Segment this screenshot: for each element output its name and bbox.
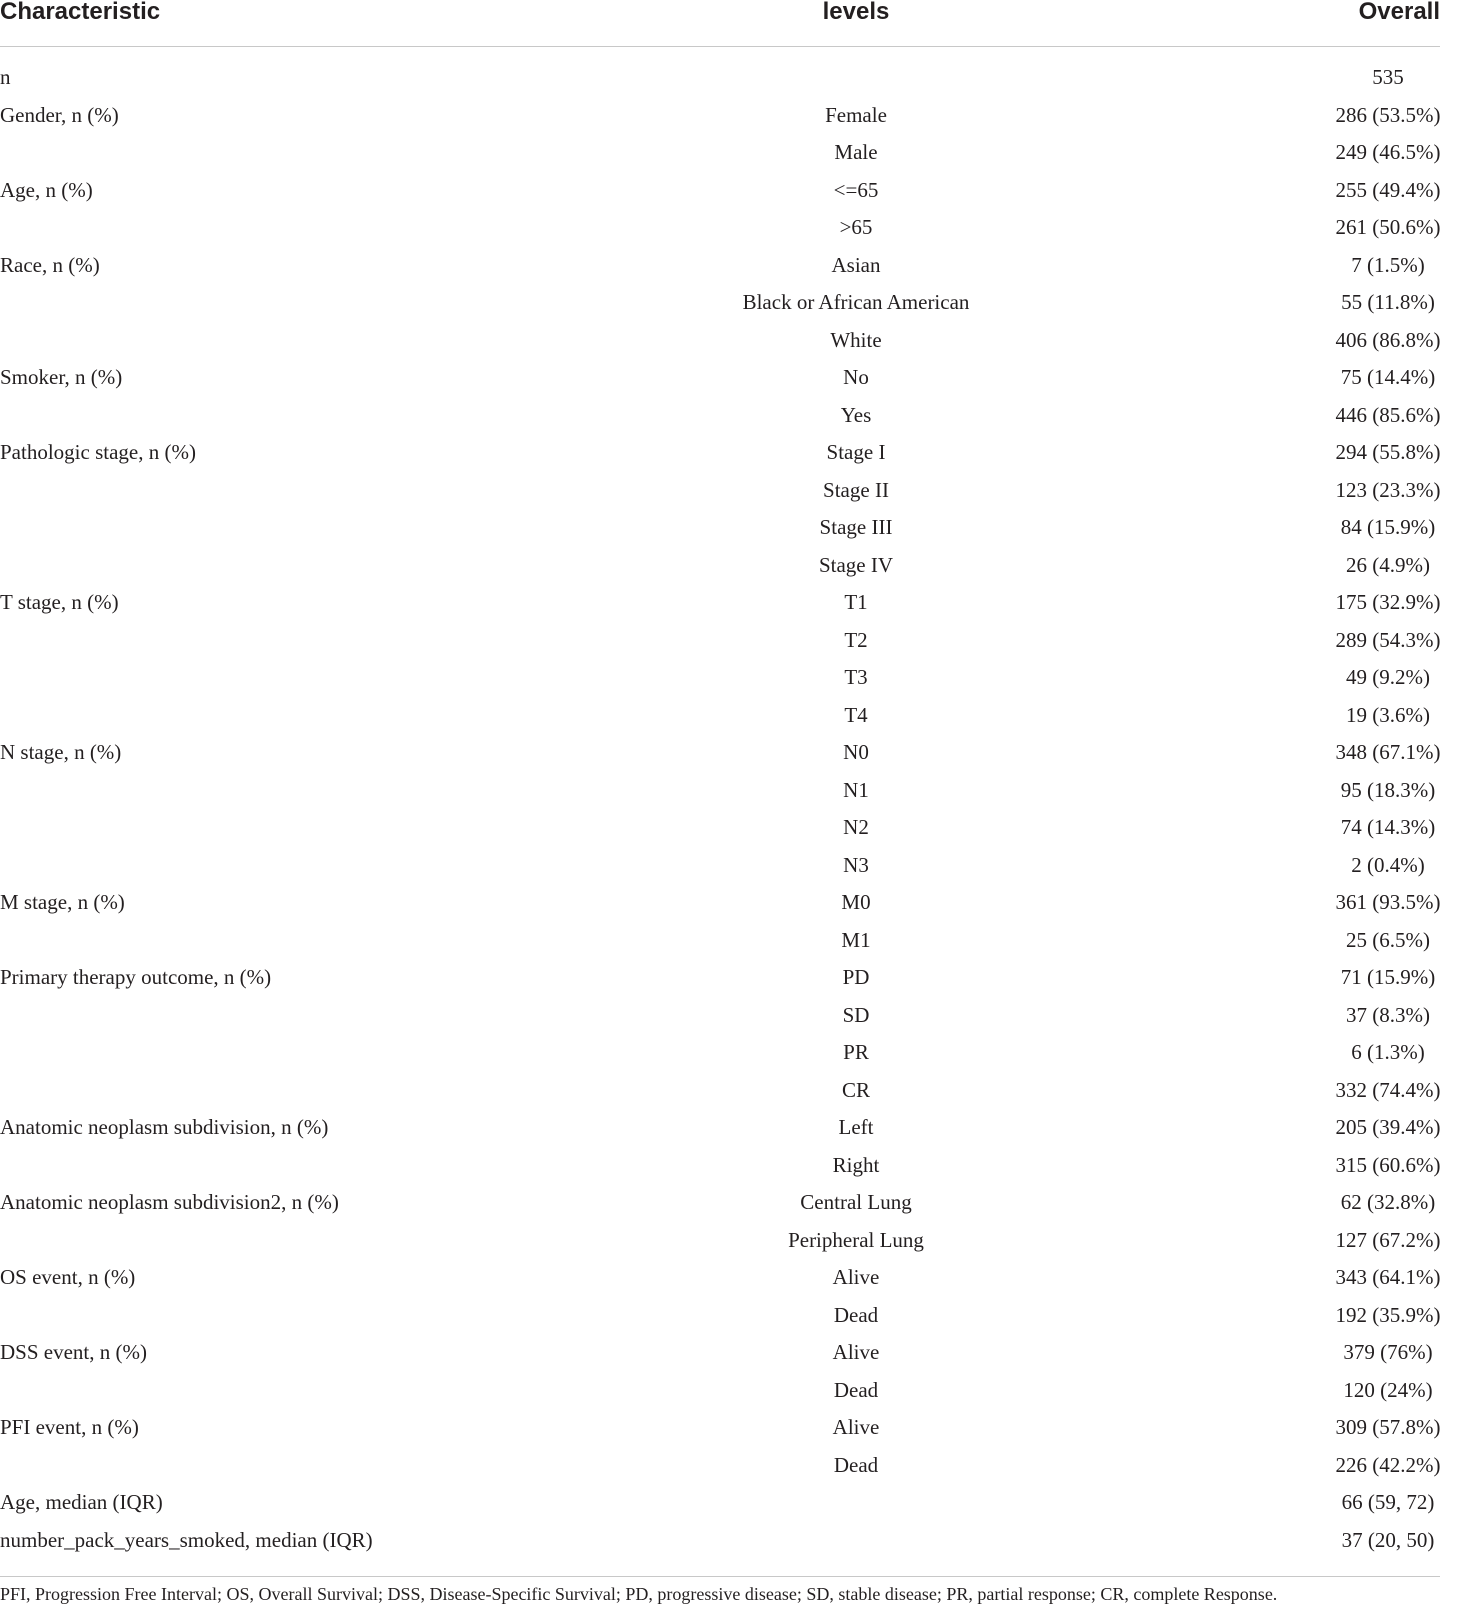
cell-overall: 37 (20, 50) [1341, 1527, 1435, 1552]
cell-level: M1 [841, 927, 871, 952]
cell-level: Stage I [826, 440, 886, 464]
cell-overall: 55 (11.8%) [1341, 290, 1435, 314]
table-row [0, 397, 1440, 435]
cell-level: T3 [844, 665, 868, 689]
cell-characteristic: number_pack_years_smoked, median (IQR) [0, 1527, 373, 1552]
table-row [0, 809, 1440, 847]
cell-level: Female [825, 102, 887, 127]
cell-characteristic: DSS event, n (%) [0, 1340, 147, 1364]
cell-overall: 2 (0.4%) [1351, 852, 1425, 877]
cell-level: Dead [833, 1302, 879, 1327]
table-body [0, 59, 1440, 1559]
table-row [0, 247, 1440, 285]
cell-overall: 19 (3.6%) [1346, 702, 1430, 727]
cell-level: Yes [840, 402, 872, 427]
cell-characteristic: Smoker, n (%) [0, 365, 123, 389]
cell-characteristic: T stage, n (%) [0, 590, 119, 614]
cell-overall: 315 (60.6%) [1335, 1152, 1441, 1177]
cell-level: >65 [839, 215, 873, 239]
header-levels: levels [822, 0, 890, 25]
table-row [0, 172, 1440, 210]
cell-characteristic: Pathologic stage, n (%) [0, 440, 196, 464]
table-row [0, 359, 1440, 397]
cell-overall: 535 [1372, 65, 1404, 89]
cell-level: N3 [843, 852, 869, 877]
cell-overall: 95 (18.3%) [1340, 777, 1436, 802]
table-row [0, 97, 1440, 135]
table-footnote: PFI, Progression Free Interval; OS, Overall Survival; DSS, Disease-Specific Survival; PD, progressive disease; SD, stable disease; PR, partial response; CR, complete Response. [0, 1584, 1278, 1604]
table-row [0, 434, 1440, 472]
table-row [0, 1259, 1440, 1297]
cell-characteristic: M stage, n (%) [0, 890, 125, 914]
header-overall: Overall [1358, 0, 1440, 25]
cell-level: PR [843, 1040, 869, 1064]
table-row [0, 1184, 1440, 1222]
cell-overall: 175 (32.9%) [1335, 590, 1441, 614]
table-row [0, 1222, 1440, 1260]
cell-overall: 26 (4.9%) [1346, 552, 1430, 577]
cell-overall: 446 (85.6%) [1335, 402, 1441, 427]
cell-level: Stage II [823, 477, 889, 502]
table-header [0, 0, 1440, 47]
cell-overall: 226 (42.2%) [1335, 1452, 1441, 1477]
cell-characteristic: Anatomic neoplasm subdivision2, n (%) [0, 1190, 339, 1214]
cell-overall: 343 (64.1%) [1335, 1265, 1441, 1289]
cell-characteristic: Gender, n (%) [0, 102, 119, 127]
cell-level: Right [832, 1152, 880, 1177]
table-row [0, 1297, 1440, 1335]
cell-overall: 25 (6.5%) [1346, 927, 1430, 952]
table-row [0, 884, 1440, 922]
table-row [0, 1447, 1440, 1485]
table-row [0, 1072, 1440, 1110]
cell-level: N0 [843, 740, 869, 764]
cell-overall: 261 (50.6%) [1335, 215, 1441, 239]
cell-characteristic: Primary therapy outcome, n (%) [0, 965, 272, 989]
cell-overall: 127 (67.2%) [1335, 1227, 1441, 1252]
cell-characteristic: Anatomic neoplasm subdivision, n (%) [0, 1115, 329, 1139]
cell-level: N1 [843, 777, 869, 802]
cell-overall: 255 (49.4%) [1335, 177, 1441, 202]
cell-level: CR [841, 1077, 871, 1102]
cell-overall: 84 (15.9%) [1340, 515, 1436, 539]
cell-level: PD [842, 965, 870, 989]
table-row [0, 659, 1440, 697]
cell-overall: 249 (46.5%) [1335, 140, 1441, 164]
cell-level: Asian [831, 252, 881, 277]
cell-level: Left [838, 1115, 874, 1139]
cell-overall: 406 (86.8%) [1335, 327, 1441, 352]
cell-level: T1 [844, 590, 868, 614]
cell-level: Alive [832, 1265, 880, 1289]
cell-overall: 71 (15.9%) [1340, 965, 1436, 989]
cell-overall: 361 (93.5%) [1335, 890, 1441, 914]
table-bottom-rule [0, 1576, 1440, 1577]
cell-overall: 289 (54.3%) [1335, 627, 1441, 652]
cell-level: Black or African American [742, 290, 970, 314]
cell-characteristic: PFI event, n (%) [0, 1415, 139, 1439]
cell-level: Central Lung [800, 1190, 912, 1214]
cell-level: T4 [844, 702, 868, 727]
cell-level: Peripheral Lung [788, 1227, 924, 1252]
cell-overall: 6 (1.3%) [1351, 1040, 1425, 1064]
cell-level: SD [842, 1002, 870, 1027]
cell-overall: 332 (74.4%) [1335, 1077, 1441, 1102]
cell-level: Stage IV [818, 552, 894, 577]
table-row [0, 472, 1440, 510]
cell-characteristic: Race, n (%) [0, 252, 100, 277]
cell-overall: 379 (76%) [1343, 1340, 1433, 1364]
table-row [0, 1372, 1440, 1410]
cell-overall: 74 (14.3%) [1340, 815, 1436, 839]
table-row [0, 322, 1440, 360]
table-row [0, 584, 1440, 622]
cell-overall: 309 (57.8%) [1335, 1415, 1441, 1439]
table-row [0, 622, 1440, 660]
cell-overall: 123 (23.3%) [1335, 477, 1441, 502]
cell-level: No [843, 365, 869, 389]
cell-overall: 120 (24%) [1343, 1377, 1433, 1402]
table-row [0, 59, 1440, 97]
table-row [0, 1147, 1440, 1185]
cell-overall: 192 (35.9%) [1335, 1302, 1441, 1327]
cell-characteristic: n [0, 65, 11, 89]
cell-level: Male [834, 140, 878, 164]
table-row [0, 134, 1440, 172]
table-row [0, 209, 1440, 247]
table-row [0, 997, 1440, 1035]
cell-level: Alive [832, 1340, 880, 1364]
cell-overall: 75 (14.4%) [1340, 365, 1436, 389]
table-row [0, 1109, 1440, 1147]
cell-overall: 286 (53.5%) [1335, 102, 1441, 127]
cell-overall: 62 (32.8%) [1340, 1190, 1436, 1214]
table-row [0, 1409, 1440, 1447]
table-row [0, 1522, 1440, 1560]
header-characteristic: Characteristic [0, 0, 161, 25]
cell-level: N2 [843, 815, 869, 839]
table-row [0, 847, 1440, 885]
cell-overall: 66 (59, 72) [1341, 1490, 1435, 1514]
cell-level: <=65 [833, 177, 879, 202]
cell-characteristic: N stage, n (%) [0, 740, 122, 764]
cell-characteristic: OS event, n (%) [0, 1265, 136, 1289]
table-row [0, 1334, 1440, 1372]
cell-level: T2 [844, 627, 868, 652]
cell-level: Dead [833, 1377, 879, 1402]
cell-overall: 49 (9.2%) [1346, 665, 1430, 689]
cell-characteristic: Age, n (%) [0, 177, 93, 202]
table-row [0, 1484, 1440, 1522]
table-row [0, 547, 1440, 585]
cell-level: Stage III [819, 515, 893, 539]
cell-level: Dead [833, 1452, 879, 1477]
cell-overall: 7 (1.5%) [1351, 252, 1425, 277]
table-row [0, 959, 1440, 997]
cell-level: M0 [841, 890, 871, 914]
cell-characteristic: Age, median (IQR) [0, 1490, 163, 1514]
cell-level: White [830, 327, 882, 352]
table-row [0, 922, 1440, 960]
table-row [0, 1034, 1440, 1072]
table-row [0, 697, 1440, 735]
table-row [0, 772, 1440, 810]
cell-overall: 37 (8.3%) [1346, 1002, 1430, 1027]
table-row [0, 734, 1440, 772]
cell-overall: 205 (39.4%) [1335, 1115, 1441, 1139]
table-row [0, 509, 1440, 547]
cell-overall: 294 (55.8%) [1335, 440, 1441, 464]
cell-level: Alive [832, 1415, 880, 1439]
table-row [0, 284, 1440, 322]
cell-overall: 348 (67.1%) [1335, 740, 1441, 764]
